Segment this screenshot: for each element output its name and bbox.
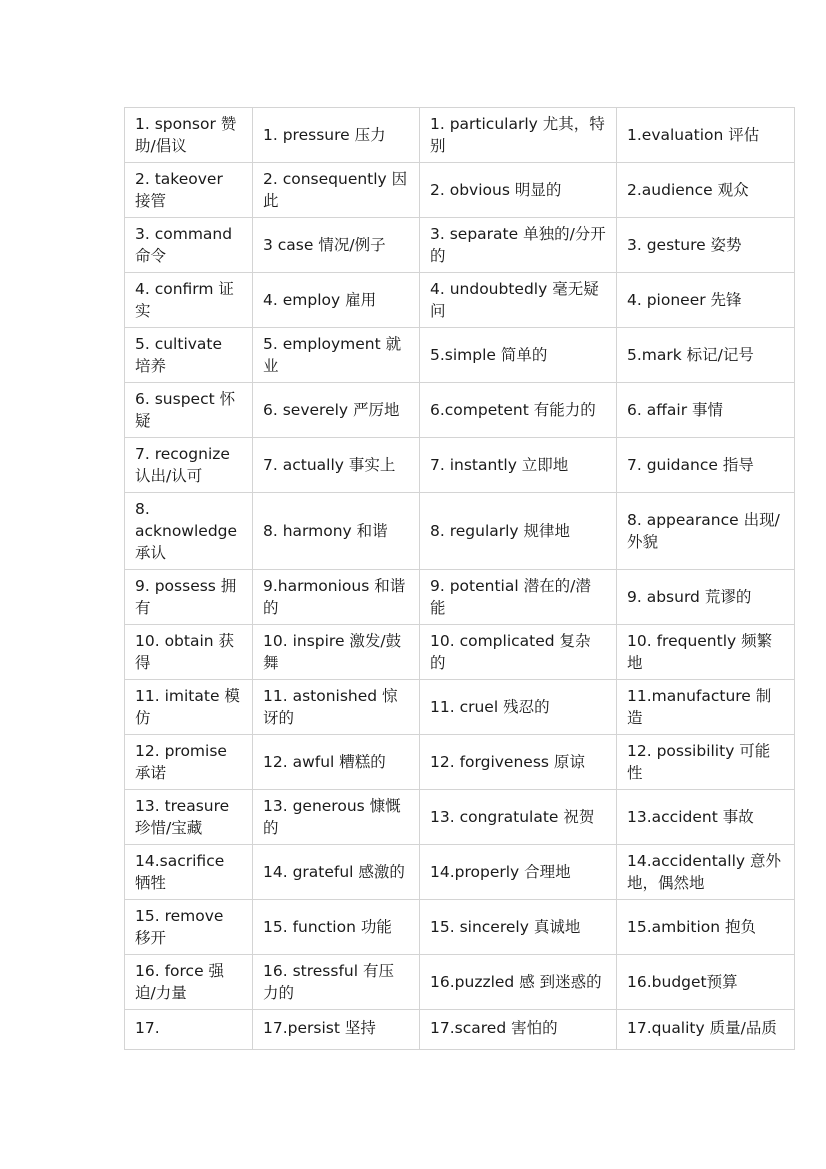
table-row bbox=[125, 955, 795, 1010]
table-cell: 17.quality 质量/品质 bbox=[617, 1010, 795, 1050]
table-cell: 16.budget预算 bbox=[617, 955, 795, 1010]
table-cell: 7. actually 事实上 bbox=[253, 438, 420, 493]
table-cell: 15. function 功能 bbox=[253, 900, 420, 955]
table-cell: 17.scared 害怕的 bbox=[420, 1010, 617, 1050]
table-row bbox=[125, 845, 795, 900]
table-cell: 16.puzzled 感 到迷惑的 bbox=[420, 955, 617, 1010]
table-cell: 15. remove 移开 bbox=[125, 900, 253, 955]
table-cell: 14.sacrifice 牺牲 bbox=[125, 845, 253, 900]
table-cell: 1. particularly 尤其，特别 bbox=[420, 108, 617, 163]
table-row bbox=[125, 163, 795, 218]
table-cell: 6. affair 事情 bbox=[617, 383, 795, 438]
table-cell: 2.audience 观众 bbox=[617, 163, 795, 218]
table-row bbox=[125, 493, 795, 570]
table-cell: 10. obtain 获得 bbox=[125, 625, 253, 680]
table-cell: 14.properly 合理地 bbox=[420, 845, 617, 900]
table-cell: 17.persist 坚持 bbox=[253, 1010, 420, 1050]
table-row bbox=[125, 735, 795, 790]
table-cell: 10. frequently 频繁地 bbox=[617, 625, 795, 680]
table-row bbox=[125, 438, 795, 493]
table-cell: 10. inspire 激发/鼓舞 bbox=[253, 625, 420, 680]
table-row bbox=[125, 273, 795, 328]
table-cell: 12. awful 糟糕的 bbox=[253, 735, 420, 790]
table-row bbox=[125, 383, 795, 438]
table-cell: 13. congratulate 祝贺 bbox=[420, 790, 617, 845]
table-cell: 1. sponsor 赞助/倡议 bbox=[125, 108, 253, 163]
table-cell: 14. grateful 感激的 bbox=[253, 845, 420, 900]
table-row bbox=[125, 900, 795, 955]
table-row bbox=[125, 218, 795, 273]
table-cell: 2. takeover 接管 bbox=[125, 163, 253, 218]
table-cell: 3. separate 单独的/分开的 bbox=[420, 218, 617, 273]
table-cell: 8. appearance 出现/外貌 bbox=[617, 493, 795, 570]
vocabulary-table-body bbox=[125, 108, 795, 1050]
table-cell: 13.accident 事故 bbox=[617, 790, 795, 845]
table-cell: 11. imitate 模仿 bbox=[125, 680, 253, 735]
table-cell: 12. forgiveness 原谅 bbox=[420, 735, 617, 790]
table-cell: 10. complicated 复杂的 bbox=[420, 625, 617, 680]
table-cell: 7. guidance 指导 bbox=[617, 438, 795, 493]
table-cell: 6.competent 有能力的 bbox=[420, 383, 617, 438]
table-cell: 11.manufacture 制造 bbox=[617, 680, 795, 735]
table-cell: 4. undoubtedly 毫无疑问 bbox=[420, 273, 617, 328]
table-cell: 7. recognize 认出/认可 bbox=[125, 438, 253, 493]
table-row bbox=[125, 1010, 795, 1050]
table-cell: 8. harmony 和谐 bbox=[253, 493, 420, 570]
table-cell: 3. gesture 姿势 bbox=[617, 218, 795, 273]
table-cell: 9. potential 潜在的/潜能 bbox=[420, 570, 617, 625]
table-cell: 13. generous 慷慨的 bbox=[253, 790, 420, 845]
table-row bbox=[125, 108, 795, 163]
table-cell: 16. force 强迫/力量 bbox=[125, 955, 253, 1010]
table-cell: 4. confirm 证实 bbox=[125, 273, 253, 328]
table-cell: 2. obvious 明显的 bbox=[420, 163, 617, 218]
table-cell: 3 case 情况/例子 bbox=[253, 218, 420, 273]
table-row bbox=[125, 680, 795, 735]
table-cell: 5.mark 标记/记号 bbox=[617, 328, 795, 383]
table-cell: 4. employ 雇用 bbox=[253, 273, 420, 328]
vocabulary-table bbox=[124, 107, 795, 1050]
table-cell: 9.harmonious 和谐的 bbox=[253, 570, 420, 625]
table-cell: 17. bbox=[125, 1010, 253, 1050]
table-cell: 1.evaluation 评估 bbox=[617, 108, 795, 163]
table-cell: 8. acknowledge 承认 bbox=[125, 493, 253, 570]
table-row bbox=[125, 625, 795, 680]
table-cell: 5. employment 就业 bbox=[253, 328, 420, 383]
table-row bbox=[125, 790, 795, 845]
table-row bbox=[125, 328, 795, 383]
table-cell: 15.ambition 抱负 bbox=[617, 900, 795, 955]
table-cell: 11. astonished 惊讶的 bbox=[253, 680, 420, 735]
table-cell: 3. command 命令 bbox=[125, 218, 253, 273]
table-cell: 11. cruel 残忍的 bbox=[420, 680, 617, 735]
table-cell: 15. sincerely 真诚地 bbox=[420, 900, 617, 955]
table-cell: 7. instantly 立即地 bbox=[420, 438, 617, 493]
table-cell: 5.simple 简单的 bbox=[420, 328, 617, 383]
table-cell: 6. suspect 怀疑 bbox=[125, 383, 253, 438]
table-cell: 1. pressure 压力 bbox=[253, 108, 420, 163]
table-cell: 16. stressful 有压力的 bbox=[253, 955, 420, 1010]
table-cell: 9. possess 拥有 bbox=[125, 570, 253, 625]
table-row bbox=[125, 570, 795, 625]
table-cell: 5. cultivate 培养 bbox=[125, 328, 253, 383]
table-cell: 4. pioneer 先锋 bbox=[617, 273, 795, 328]
table-cell: 6. severely 严厉地 bbox=[253, 383, 420, 438]
table-cell: 14.accidentally 意外地，偶然地 bbox=[617, 845, 795, 900]
table-cell: 12. promise 承诺 bbox=[125, 735, 253, 790]
table-cell: 12. possibility 可能性 bbox=[617, 735, 795, 790]
table-cell: 13. treasure 珍惜/宝藏 bbox=[125, 790, 253, 845]
table-cell: 8. regularly 规律地 bbox=[420, 493, 617, 570]
table-cell: 9. absurd 荒谬的 bbox=[617, 570, 795, 625]
table-cell: 2. consequently 因此 bbox=[253, 163, 420, 218]
